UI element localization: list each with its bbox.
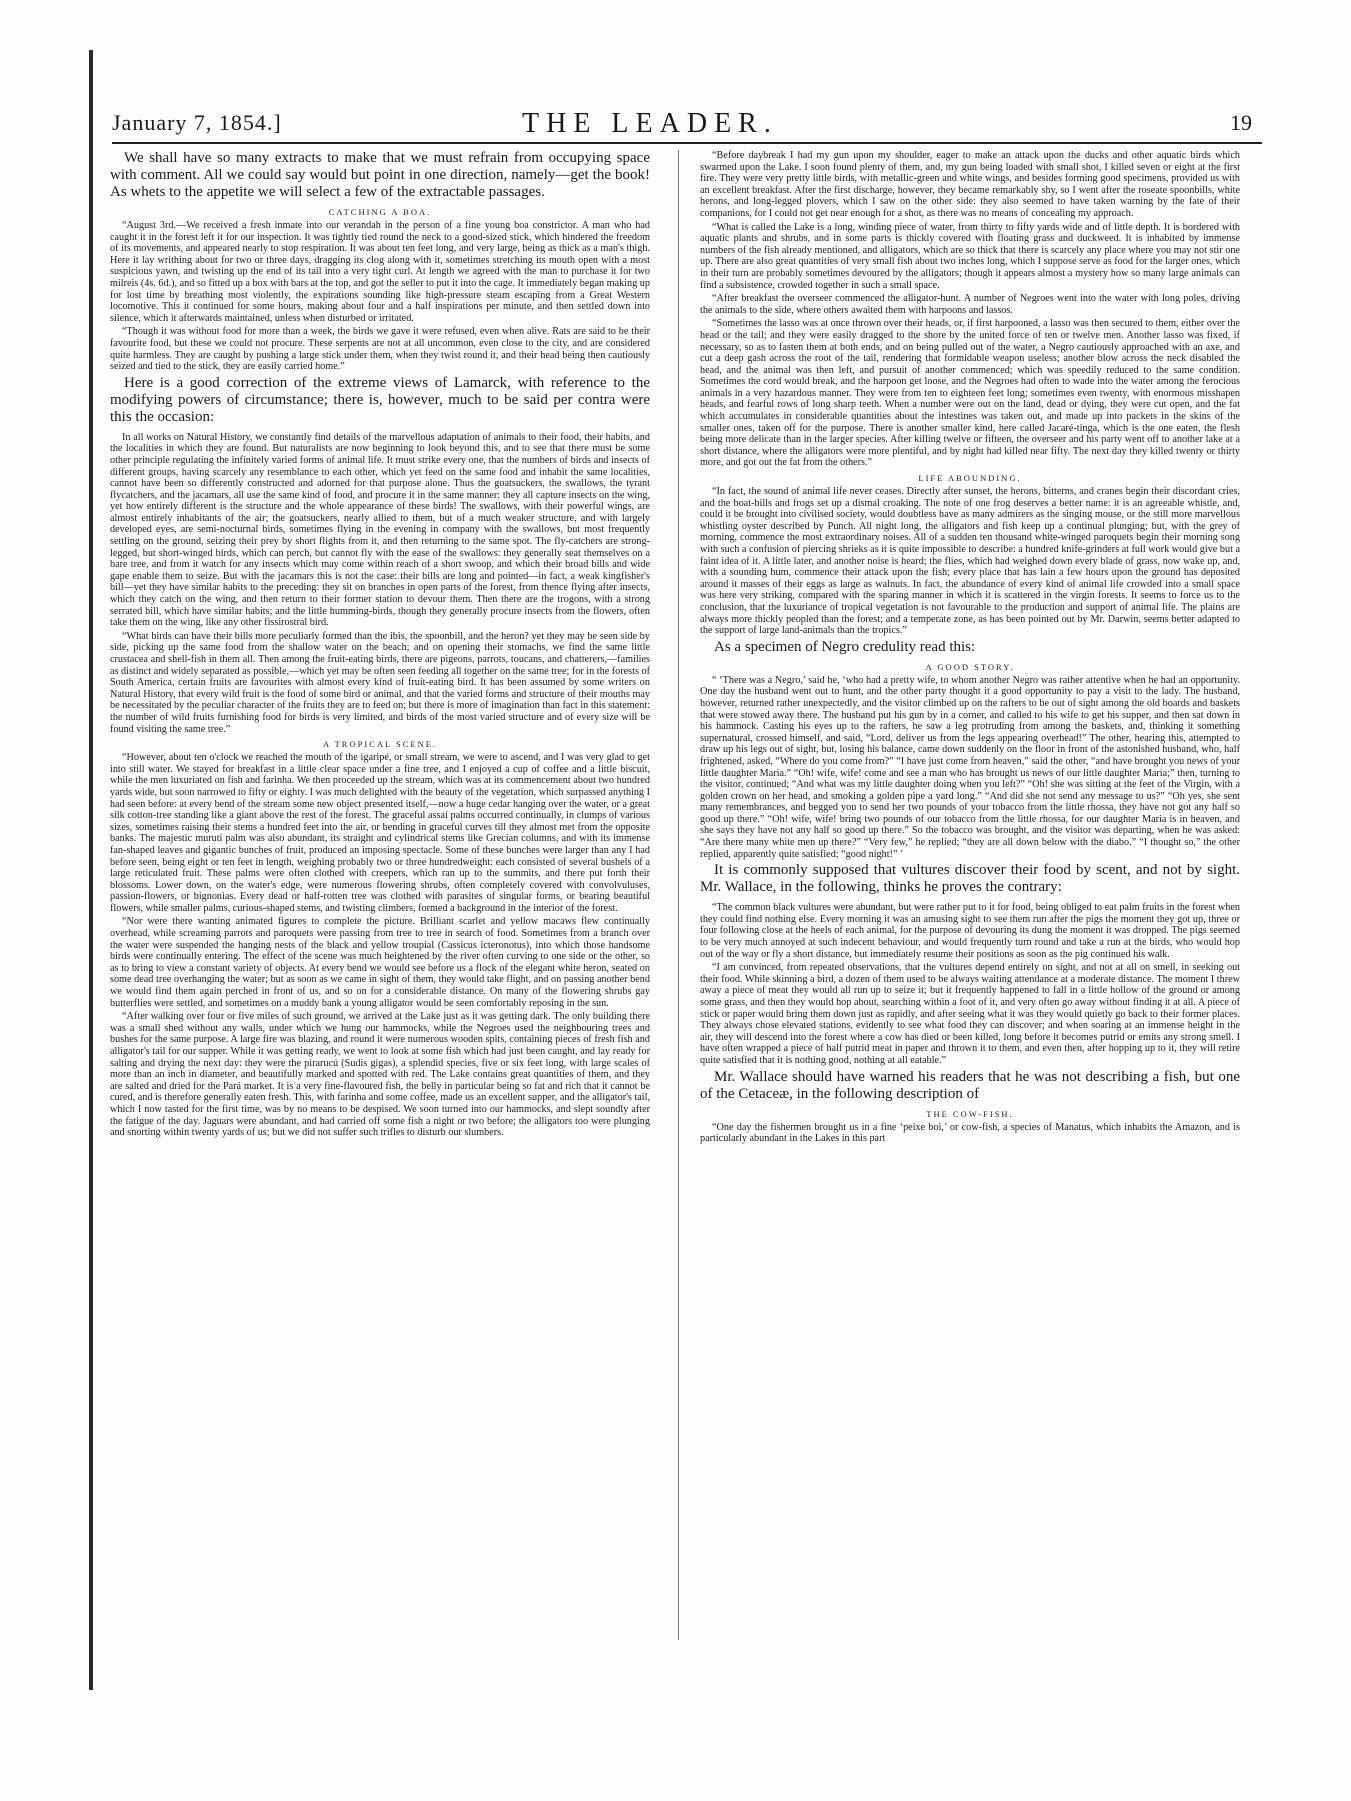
header-rule: [112, 142, 1262, 144]
tropical-paragraph-1: “However, about ten o'clock we reached the mouth of the igaripé, or small stream, we were to ascend, and I was very glad to get into still water. We stayed for breakfast in a little clear space under a fine tree, and I enjoyed a cup of coffee and a little biscuit, while the men luxuriated on fish and farinha. We then proceeded up the stream, which was at its commencement about two hundred yards wide, but soon narrowed to fifty or eighty. I was much delighted with the beauty of the vegetation, which surpassed anything I had seen before: at every bend of the stream some new object presented itself,—now a huge cedar hanging over the water, or a great silk cotton-tree standing like a giant above the rest of the forest. The graceful assaí palms occurred continually, in clumps of various sizes, sometimes raising their stems a hundred feet into the air, or bending in graceful curves till they almost met from the opposite banks. The majestic murutí palm was also abundant, its straight and cylindrical stems like Grecian columns, and with its immense fan-shaped leaves and gigantic bunches of fruit, produced an imposing spectacle. Some of these bunches were larger than any I had before seen, being eight or ten feet in length, weighing probably two or three hundredweight: each consisted of several bushels of a large reticulated fruit. These palms were often clothed with creepers, which ran up to the summits, and there put forth their blossoms. Lower down, on the water's edge, were numerous flowering shrubs, often completely covered with convolvuluses, passion-flowers, or bignonias. Every dead or half-rotten tree was clothed with parasites of singular forms, or bearing beautiful flowers, while smaller palms, curious-shaped stems, and twisting climbers, formed a background in the interior of the forest.: [110, 752, 650, 914]
binding-rule: [89, 50, 93, 1690]
lamarck-paragraph: Here is a good correction of the extreme views of Lamarck, with reference to the modifying powers of circumstance; there is, however, much to be said per contra were this the occasion:: [110, 374, 650, 425]
page-number: 19: [1230, 110, 1252, 135]
lake-paragraph: “What is called the Lake is a long, winding piece of water, from thirty to fifty yards wide and of little depth. It is bordered with aquatic plants and shrubs, and in some parts is thickly covered with floating grass and duckweed. It is inhabited by immense numbers of the fish already mentioned, and alligators, which are so thick that there is scarcely any place where you may not stir one up. There are also great quantities of very small fish about two inches long, which I suppose serve as food for the larger ones, which in their turn are probably sometimes devoured by the alligators; though it appears almost a mystery how so many large animals can find a subsistence, crowded together in such a small space.: [700, 221, 1240, 291]
vultures-paragraph-1: “The common black vultures were abundant, but were rather put to it for food, being obliged to eat palm fruits in the forest when they could find nothing else. Every morning it was an amusing sight to see them run after the pigs the moment they got up, three or four following close at the heels of each animal, for the purpose of devouring its dung the moment it was dropped. The pigs seemed to be very much annoyed at such indecent behaviour, and would frequently turn round and take a run at the birds, who would hop out of the way or fly a short distance, but immediately resume their positions as soon as the pig continued his walk.: [700, 902, 1240, 960]
section-heading-story: A GOOD STORY.: [925, 661, 1015, 672]
natural-history-paragraph-1: In all works on Natural History, we constantly find details of the marvellous adaptation of animals to their food, their habits, and the localities in which they are found. But naturalists are now beginning to look beyond this, and to see that there must be some other principle regulating the infinitely varied forms of animal life. It must strike every one, that the numbers of birds and insects of different groups, having scarcely any resemblance to each other, which yet feed on the same food and inhabit the same localities, cannot have been so differently constructed and adorned for that purpose alone. Thus the goatsuckers, the swallows, the tyrant flycatchers, and the jacamars, all use the same kind of food, and procure it in the same manner: they all capture insects on the wing, yet how entirely different is the structure and the whole appearance of these birds! The swallows, with their powerful wings, are almost entirely inhabitants of the air; the goatsuckers, nearly allied to them, but of a much weaker structure, and with largely developed eyes, are semi-nocturnal birds, sometimes flying in the evening in company with the swallows, but most frequently settling on the ground, seizing their prey by short flights from it, and then returning to the same spot. The fly-catchers are strong-legged, but short-winged birds, which can perch, but cannot fly with the ease of the swallows: they generally seat themselves on a bare tree, and from it watch for any insects which may come within reach of a short swoop, and which their broad bills and wide gape enable them to seize. But with the jacamars this is not the case: their bills are long and pointed—in fact, a weak kingfisher's bill—yet they have similar habits to the preceding: they sit on branches in open parts of the forest, from thence flying after insects, which they catch on the wing, and then return to their former station to devour them. Then there are the trogons, with a strong serrated bill, which have similar habits; and the little humming-birds, though they generally procure insects from the flowers, often take them on the wing, like any other fissirostral bird.: [110, 431, 650, 629]
boa-paragraph-1: “August 3rd.—We received a fresh inmate into our verandah in the person of a fine young boa constrictor. A man who had caught it in the forest left it for our inspection. It was tightly tied round the neck to a good-sized stick, which hindered the freedom of its movements, and appeared nearly to stop respiration. It was about ten feet long, and very large, being as thick as a man's thigh. Here it lay writhing about for two or three days, dragging its clog along with it, sometimes stretching its mouth open with a most suspicious yawn, and twisting up the end of its tail into a very tight curl. At length we agreed with the man to purchase it for two milreis (4s. 6d.), and so fitted up a box with bars at the top, and got the seller to put it into the cage. It immediately began making up for lost time by breathing most violently, the expirations sounding like high-pressure steam escaping from a Great Western locomotive. This it continued for some hours, making about four and a half inspirations per minute, and then settled down into silence, which it afterwards maintained, unless when disturbed or irritated.: [110, 220, 650, 324]
column-divider: [678, 150, 679, 1640]
vultures-intro-paragraph: It is commonly supposed that vultures discover their food by scent, and not by sight. Mr. Wallace, in the following, thinks he proves the contrary:: [700, 862, 1240, 896]
story-paragraph: “ ‘There was a Negro,’ said he, ‘who had a pretty wife, to whom another Negro was rather attentive when he had an opportunity. One day the husband went out to hunt, and the other party thought it a good opportunity to pay a visit to the lady. The husband, however, returned rather unexpectedly, and the visitor climbed up on the rafters to be out of sight among the old boards and baskets that were stowed away there. The husband put his gun by in a corner, and called to his wife to get his supper, and then sat down in his hammock. Casting his eyes up to the rafters, he saw a leg protruding from among the baskets, and, thinking it something supernatural, crossed himself, and said, “Lord, deliver us from the legs appearing overhead!” The other, hearing this, attempted to draw up his legs out of sight, but, losing his balance, came down suddenly on the floor in front of the astonished husband, who, half frightened, asked, “Where do you come from?” “I have just come from heaven,” said the other, “and have brought you news of your little daughter Maria.” “Oh! wife, wife! come and see a man who has brought us news of our little daughter Maria;” then, turning to the visitor, continued; “And what was my little daughter doing when you left?” “Oh! she was sitting at the feet of the Virgin, with a golden crown on her head, and smoking a golden pipe a yard long.” “And did she not send any message to us?” “Oh yes, she sent many remembrances, and begged you to send her two pounds of your tobacco from the little rhossa, they have not got any half so good up there.” “Oh! wife, wife! bring two pounds of our tobacco from the little rhossa, for our daughter Maria is in heaven, and she says they have not any half so good up there.” So the tobacco was brought, and the visitor was departing, when he was asked: “Are there many white men up there?” “Very few,” he replied; “they are all down below with the diabo.” “I thought so,” the other replied, apparently quite satisfied; “good night!” ’: [700, 674, 1240, 860]
vultures-paragraph-2: “I am convinced, from repeated observations, that the vultures depend entirely on sight, and not at all on smell, in seeking out their food. While skinning a bird, a dozen of them used to be always waiting attendance at a moderate distance. The moment I threw away a piece of meat they would all run up to seize it; but it frequently happened to fall in a little hollow of the ground or among some grass, and then they would hop about, searching within a foot of it, and very often go away without finding it at all. A piece of stick or paper would bring them down just as rapidly, and after seeing what it was they would quietly go back to their former places. They always chose elevated stations, evidently to see what food they can discover; and when soaring at an immense height in the air, they will descend into the forest where a cow has died or been killed, long before it becomes putrid or emits any strong smell. I have often wrapped a piece of half putrid meat in paper and thrown it to them, and even then, after hopping up to it, they will retire quite satisfied that it is nothing good, nothing at all eatable.”: [700, 962, 1240, 1066]
cowfish-paragraph: “One day the fishermen brought us in a fine ‘peixe boi,’ or cow-fish, a species of Manatus, which inhabits the Amazon, and is particularly abundant in the Lakes in this part: [700, 1121, 1240, 1145]
section-heading-tropical: A TROPICAL SCENE.: [322, 739, 438, 750]
life-paragraph: “In fact, the sound of animal life never ceases. Directly after sunset, the herons, bitterns, and cranes begin their discordant cries, and the boat-bills and frogs set up a dismal croaking. The note of one frog deserves a better name: it is an agreeable whistle, and, could it be brought into civilised society, would doubtless have as many admirers as the singing mouse, or the still more marvellous whistling oyster described by Punch. All night long, the alligators and fish keep up a continual plunging; but, with the grey of morning, commence the most extraordinary noises. All of a sudden ten thousand white-winged paroquets begin their morning song with such a confusion of piercing shrieks as it is quite impossible to describe: a hundred knife-grinders at full work would give but a faint idea of it. A little later, and another noise is heard; the flies, which had weighed down every blade of grass, now wake up, and, with a sounding hum, commence their attack upon the fish; every place that has lain a few hours upon the ground has deposited around it masses of their eggs as large as walnuts. In fact, the abundance of every kind of animal life crowded into a small space was here very striking, compared with the sparing manner in which it is scattered in the virgin forests. It seems to force us to the conclusion, that the luxuriance of tropical vegetation is not favourable to the production and support of animal life. The plains are always more thickly peopled than the forest; and a temperate zone, as has been pointed out by Mr. Darwin, seems better adapted to the support of large land-animals than the tropics.”: [700, 486, 1240, 637]
intro-paragraph: We shall have so many extracts to make that we must refrain from occupying space with comment. All we could say would but point in one direction, namely—get the book! As whets to the appetite we will select a few of the extractable passages.: [110, 150, 650, 200]
right-column: [700, 150, 1240, 1650]
boa-paragraph-2: “Though it was without food for more than a week, the birds we gave it were refused, even when alive. Rats are said to be their favourite food, but these we could not procure. These serpents are not at all uncommon, even close to the city, and are considered quite harmless. They are caught by pushing a large stick under them, when they twist round it, and their head being then cautiously seized and tied to the stick, they are easily carried home.”: [110, 326, 650, 373]
wallace-paragraph: Mr. Wallace should have warned his readers that he was not describing a fish, but one of the Cetaceæ, in the following description of: [700, 1068, 1240, 1102]
masthead-title: THE LEADER.: [522, 108, 778, 139]
left-column: [110, 150, 650, 1650]
page-header: [112, 108, 1262, 138]
daybreak-paragraph: “Before daybreak I had my gun upon my shoulder, eager to make an attack upon the ducks and other aquatic birds which swarmed upon the Lake. I soon found plenty of them, and, my gun being loaded with small shot, I killed seven or eight at the first fire. They were very pretty little birds, with metallic-green and white wings, and besides forming good specimens, provided us with an excellent breakfast. After the first discharge, however, they became remarkably shy, so I went after the roseate spoonbills, white herons, and long-legged plovers, which I saw on the other side: they also seemed to have taken warning by the fate of their companions, for I could not get near enough for a shot, as there was no means of concealing my approach.: [700, 150, 1240, 219]
section-heading-cowfish: THE COW-FISH.: [926, 1108, 1014, 1119]
tropical-paragraph-2: “Nor were there wanting animated figures to complete the picture. Brilliant scarlet and yellow macaws flew continually overhead, while screaming parrots and paroquets were passing from tree to tree in search of food. Sometimes from a branch over the water were suspended the hanging nests of the black and yellow troupial (Cassicus icteronotus), into which those handsome birds were continually entering. The effect of the scene was much heightened by the river often curving to one side or the other, so as to bring to view a constant variety of objects. At every bend we would see before us a flock of the elegant white heron, seated on some dead tree overhanging the water; but as soon as we came in sight of them, they would take flight, and on passing another bend we would find them again perched in front of us, and so on for a considerable distance. On many of the flowering shrubs gay butterflies were settled, and sometimes on a muddy bank a young alligator would be seen comfortably reposing in the sun.: [110, 916, 650, 1009]
hunt-paragraph-1: “After breakfast the overseer commenced the alligator-hunt. A number of Negroes went into the water with long poles, driving the animals to the side, where others awaited them with harpoons and lassos.: [700, 293, 1240, 316]
natural-history-paragraph-2: “What birds can have their bills more peculiarly formed than the ibis, the spoonbill, and the heron? yet they may be seen side by side, picking up the same food from the shallow water on the beach; and on opening their stomachs, we find the same little crustacea and shell-fish in them all. Then among the fruit-eating birds, there are pigeons, parrots, toucans, and chatterers,—families as distinct and widely separated as possible,—which yet may be often seen feeding all together on the same tree; for in the forests of South America, certain fruits are favourites with almost every kind of fruit-eating bird. It has been assumed by some writers on Natural History, that every wild fruit is the food of some bird or animal, and that the varied forms and structure of their mouths may be necessitated by the peculiar character of the fruits they are to feed on; but there is more of imagination than fact in this statement: the number of wild fruits furnishing food for birds is very limited, and birds of the most varied structure and of every size will be found visiting the same tree.”: [110, 630, 650, 735]
credulity-paragraph: As a specimen of Negro credulity read this:: [714, 638, 976, 655]
tropical-paragraph-3: “After walking over four or five miles of such ground, we arrived at the Lake just as it was getting dark. The only building there was a small shed without any walls, under which we hung our hammocks, while the Negroes used the neighbouring trees and bushes for the same purpose. A large fire was blazing, and round it were numerous wooden spits, containing pieces of fresh fish and alligator's tail for our supper. While it was getting ready, we went to look at some fish which had just been caught, and lay ready for salting and drying the next day: they were the pirarucú (Sudis gigas), a splendid species, five or six feet long, with large scales of more than an inch in diameter, and beautifully marked and spotted with red. The Lake contains great quantities of them, and they are salted and dried for the Pará market. It is a very fine-flavoured fish, the belly in particular being so fat and rich that it cannot be cured, and is therefore generally eaten fresh. This, with farinha and some coffee, made us an excellent supper, and the alligator's tail, which I now tasted for the first time, was by no means to be despised. We soon turned into our hammocks, and slept soundly after the fatigue of the day. Jaguars were abundant, and had carried off some fish a night or two before; the alligators too were plunging and snorting within twenty yards of us; but we did not suffer such trifles to disturb our slumbers.: [110, 1011, 650, 1139]
hunt-paragraph-2: “Sometimes the lasso was at once thrown over their heads, or, if first harpooned, a lasso was then secured to them, either over the head or the tail; and they were easily dragged to the shore by the united force of ten or twelve men. Another lasso was fixed, if necessary, so as to fasten them at both ends, and on being pulled out of the water, a Negro cautiously approached with an axe, and cut a deep gash across the root of the tail, rendering that formidable weapon useless; another blow across the neck disabled the head, and the animal was then left, and pursuit of another commenced; which was speedily reduced to the same condition. Sometimes the cord would break, and the harpoon get loose, and the Negroes had often to wade into the water among the ferocious animals in a very hazardous manner. They were from ten to eighteen feet long; sometimes even twenty, with enormous misshapen heads, and fearful rows of long sharp teeth. When a number were out on the land, dead or dying, they were cut open, and the fat which accumulates in considerable quantities about the intestines was taken out, and made up into packets in the skins of the smaller ones, taken off for the purpose. There is another smaller kind, here called Jacaré-tinga, which is the one eaten, the flesh being more delicate than in the larger species. After killing twelve or fifteen, the overseer and his party went off to another lake at a short distance, where the alligators were more plentiful, and by night had killed near fifty. The next day they killed twenty or thirty more, and got out the fat from the others.”: [700, 318, 1240, 469]
section-heading-life: LIFE ABOUNDING.: [918, 473, 1022, 484]
issue-date: January 7, 1854.]: [112, 110, 282, 135]
section-heading-boa: CATCHING A BOA.: [328, 207, 432, 217]
